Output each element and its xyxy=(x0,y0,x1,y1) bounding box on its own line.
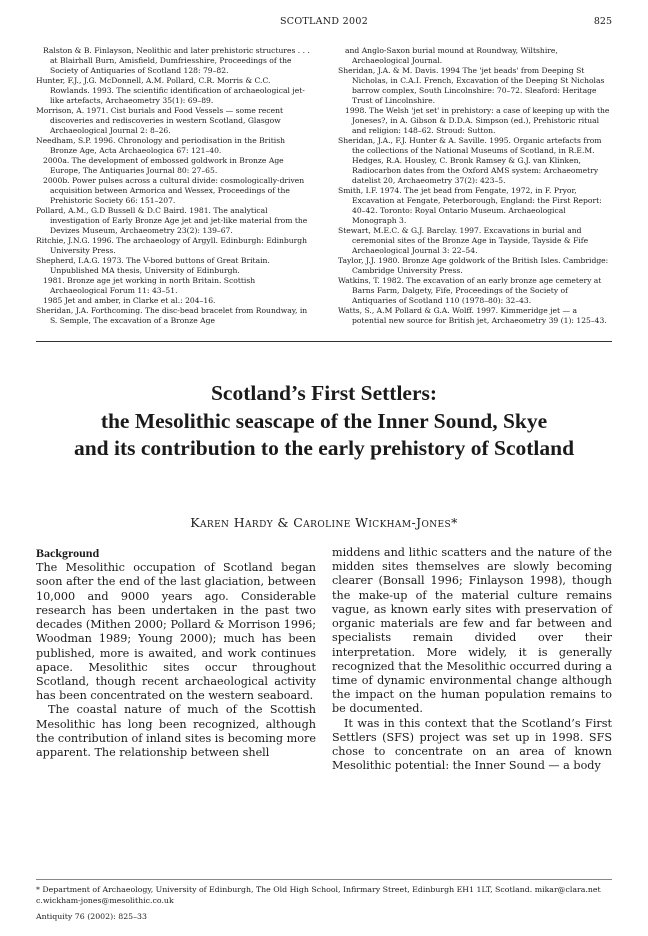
reference-entry: and Anglo-Saxon burial mound at Roundway, Wiltshire, Archaeological Journal. xyxy=(345,46,558,66)
article-title-line: Scotland’s First Settlers: xyxy=(210,381,438,405)
body-column-right xyxy=(332,546,612,774)
article-title xyxy=(36,380,612,463)
article-authors: Karen Hardy & Caroline Wickham-Jones* xyxy=(190,515,458,530)
references xyxy=(36,46,612,334)
reference-entry: Taylor, J.J. 1980. Bronze Age goldwork of the British Isles. Cambridge: Cambridge University Press. xyxy=(338,256,609,276)
body-paragraph: middens and lithic scatters and the nature of the midden sites themselves are slowly becoming clearer (Bonsall 1996; Finlayson 1998), though the make-up of the material culture remains vague, as known early sites with preservation of organic materials are few and far between and specialists remain divided over their interpretation. More widely, it is generally recognized that the Mesolithic occurred during a time of dynamic environmental change although the impact on the human population remains to be documented. xyxy=(332,546,612,716)
section-divider xyxy=(36,341,612,342)
reference-entry: Stewart, M.E.C. & G.J. Barclay. 1997. Excavations in burial and ceremonial sites of the Bronze Age in Tayside, Tayside & Fife Archaeological Journal 3: 22–54. xyxy=(338,226,589,256)
section-heading: Background xyxy=(36,546,100,560)
article-title-line: and its contribution to the early prehistory of Scotland xyxy=(73,436,575,461)
reference-entry: 1998. The Welsh 'jet set' in prehistory: a case of keeping up with the Joneses?, in A. Gibson & D.D.A. Simpson (ed.), Prehistoric ritual and religion: 148–62. Stroud: Sutton. xyxy=(345,106,610,136)
reference-entry: Sheridan, J.A. Forthcoming. The disc-bead bracelet from Roundway, in S. Semple, The excavation of a Bronze Age xyxy=(36,306,308,326)
author-footnote xyxy=(36,885,612,906)
reference-entry: 2000a. The development of embossed goldwork in Bronze Age Europe, The Antiquaries Journal 80: 27–65. xyxy=(43,156,284,176)
references-left-column xyxy=(36,46,310,326)
reference-entry: Ralston & B. Finlayson, Neolithic and later prehistoric structures . . . at Blairhall Burn, Amisfield, Dumfriesshire, Proceedings of the Society of Antiquaries of Scotland 128: 79–82. xyxy=(43,46,310,76)
reference-entry: Morrison, A. 1971. Cist burials and Food Vessels — some recent discoveries and rediscoveries in western Scotland, Glasgow Archaeological Journal 2: 8–26. xyxy=(36,106,284,136)
footnote-divider xyxy=(36,879,612,880)
reference-entry: Sheridan, J.A., F.J. Hunter & A. Saville. 1995. Organic artefacts from the collections of the National Museums of Scotland, in R.E.M. Hedges, R.A. Housley, C. Bronk Ramsey & G.J. van Klinken, Radiocarbon dates from the Oxford AMS system: Archaeometry datelist 20, Archaeometry 37(2): 423–5. xyxy=(338,136,602,186)
body-paragraph: The Mesolithic occupation of Scotland began soon after the end of the last glaciation, between 10,000 and 9000 years ago. Considerable research has been undertaken in the past two decades (Mithen 2000; Pollard & Morrison 1996; Woodman 1989; Young 2000); much has been published, more is awaited, and work continues apace. Mesolithic sites occur throughout Scotland, though recent archaeological activity has been concentrated on the western seaboard. xyxy=(36,561,316,703)
body-paragraph: The coastal nature of much of the Scottish Mesolithic has long been recognized, although the contribution of inland sites is becoming more apparent. The relationship between shell xyxy=(36,703,316,760)
reference-entry: Shepherd, I.A.G. 1973. The V-bored buttons of Great Britain. Unpublished MA thesis, University of Edinburgh. xyxy=(36,256,270,276)
reference-entry: Needham, S.P. 1996. Chronology and periodisation in the British Bronze Age, Acta Archaeologica 67: 121–40. xyxy=(36,136,286,156)
article-title-line: the Mesolithic seascape of the Inner Sound, Skye xyxy=(100,408,548,433)
body-column-left xyxy=(36,546,316,760)
body-paragraph: It was in this context that the Scotland’s First Settlers (SFS) project was set up in 1998. SFS chose to concentrate on an area of known Mesolithic potential: the Inner Sound — a body xyxy=(332,716,612,773)
page-number: 825 xyxy=(593,16,612,27)
reference-entry: Smith, I.F. 1974. The jet bead from Fengate, 1972, in F. Pryor, Excavation at Fengate, Peterborough, England: the First Report: 40–42. Toronto: Royal Ontario Museum. Archaeological Monograph 3. xyxy=(338,186,602,226)
running-head xyxy=(36,16,612,30)
references-right-column xyxy=(338,46,612,326)
reference-entry: Sheridan, J.A. & M. Davis. 1994 The 'jet beads' from Deeping St Nicholas, in C.A.I. French, Excavation of the Deeping St Nicholas barrow complex, South Lincolnshire: 70–72. Sleaford: Heritage Trust of Lincolnshire. xyxy=(338,66,605,106)
reference-entry: 1981. Bronze age jet working in north Britain. Scottish Archaeological Forum 11: 43–51. xyxy=(43,276,256,296)
reference-entry: Hunter, F.J., J.G. McDonnell, A.M. Pollard, C.R. Morris & C.C. Rowlands. 1993. The scientific identification of archaeological jet-like artefacts, Archaeometry 35(1): 69–89. xyxy=(36,76,305,106)
reference-entry: 2000b. Power pulses across a cultural divide: cosmologically-driven acquisition between Armorica and Wessex, Proceedings of the Prehistoric Society 66: 151–207. xyxy=(43,176,305,206)
reference-entry: Watkins, T. 1982. The excavation of an early bronze age cemetery at Barns Farm, Dalgety, Fife, Proceedings of the Society of Antiquaries of Scotland 110 (1978–80): 32–43. xyxy=(338,276,602,306)
running-title: SCOTLAND 2002 xyxy=(279,16,369,27)
footnote-text: * Department of Archaeology, University of Edinburgh, The Old High School, Infirmary Street, Edinburgh EH1 1LT, Scotland. mikar@clara.net c.wickham-jones@mesolithic.co.uk xyxy=(36,885,601,905)
reference-entry: Pollard, A.M., G.D Bussell & D.C Baird. 1981. The analytical investigation of Early Bronze Age jet and jet-like material from the Devizes Museum, Archaeometry 23(2): 139–67. xyxy=(36,206,308,236)
reference-entry: Ritchie, J.N.G. 1996. The archaeology of Argyll. Edinburgh: Edinburgh University Press. xyxy=(36,236,308,256)
journal-citation: Antiquity 76 (2002): 825–33 xyxy=(36,912,147,921)
reference-entry: Watts, S., A.M Pollard & G.A. Wolff. 1997. Kimmeridge jet — a potential new source for British jet, Archaeometry 39 (1): 125–43. xyxy=(338,306,607,326)
reference-entry: 1985 Jet and amber, in Clarke et al.: 204–16. xyxy=(43,296,216,306)
